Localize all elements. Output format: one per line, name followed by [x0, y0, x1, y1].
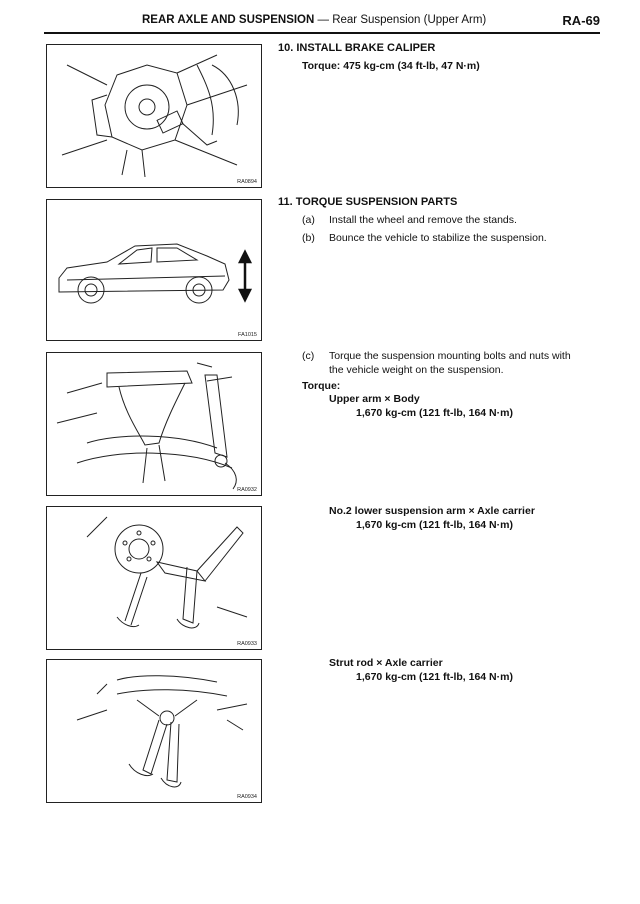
header-dash: —: [314, 14, 333, 26]
step-11a-label: (a): [302, 214, 315, 226]
torque-strut-rod-value: 1,670 kg-cm (121 ft-lb, 164 N·m): [356, 671, 513, 683]
step-11b-label: (b): [302, 232, 315, 244]
figure-code: RA0894: [237, 179, 257, 185]
figure-lower-arm: [46, 506, 262, 650]
torque-upper-arm-value: 1,670 kg-cm (121 ft-lb, 164 N·m): [356, 407, 513, 419]
figure-strut-rod: [46, 659, 262, 803]
vehicle-illustration: [47, 200, 261, 340]
figure-brake-caliper: [46, 44, 262, 188]
step-11b-text: Bounce the vehicle to stabilize the suspension.: [329, 232, 547, 244]
step-11a-text: Install the wheel and remove the stands.: [329, 214, 517, 226]
figure-vehicle-bounce: [46, 199, 262, 341]
torque-upper-arm-name: Upper arm × Body: [329, 393, 420, 405]
page-header: [44, 10, 600, 34]
upper-arm-illustration: [47, 353, 261, 495]
figure-code: FA1015: [238, 332, 257, 338]
step-11-title: 11. TORQUE SUSPENSION PARTS: [278, 196, 458, 208]
step-11c-text-1: Torque the suspension mounting bolts and nuts with: [329, 350, 571, 362]
figure-code: RA0933: [237, 641, 257, 647]
torque-strut-rod-name: Strut rod × Axle carrier: [329, 657, 443, 669]
step-10-torque: Torque: 475 kg-cm (34 ft-lb, 47 N·m): [302, 60, 480, 72]
step-11c-text-2: the vehicle weight on the suspension.: [329, 364, 504, 376]
lower-arm-illustration: [47, 507, 261, 649]
torque-lower-arm-value: 1,670 kg-cm (121 ft-lb, 164 N·m): [356, 519, 513, 531]
section-title: REAR AXLE AND SUSPENSION: [142, 14, 315, 26]
torque-lower-arm-name: No.2 lower suspension arm × Axle carrier: [329, 505, 535, 517]
step-10-title: 10. INSTALL BRAKE CALIPER: [278, 42, 436, 54]
page-number: RA-69: [562, 13, 600, 28]
figure-upper-arm: [46, 352, 262, 496]
strut-rod-illustration: [47, 660, 261, 802]
brake-caliper-illustration: [47, 45, 261, 187]
torque-label: Torque:: [302, 380, 341, 392]
step-11c-label: (c): [302, 350, 315, 362]
header-title: [142, 14, 486, 26]
figure-code: RA0932: [237, 487, 257, 493]
figure-code: RA0934: [237, 794, 257, 800]
subsection-title: Rear Suspension (Upper Arm): [332, 14, 487, 26]
